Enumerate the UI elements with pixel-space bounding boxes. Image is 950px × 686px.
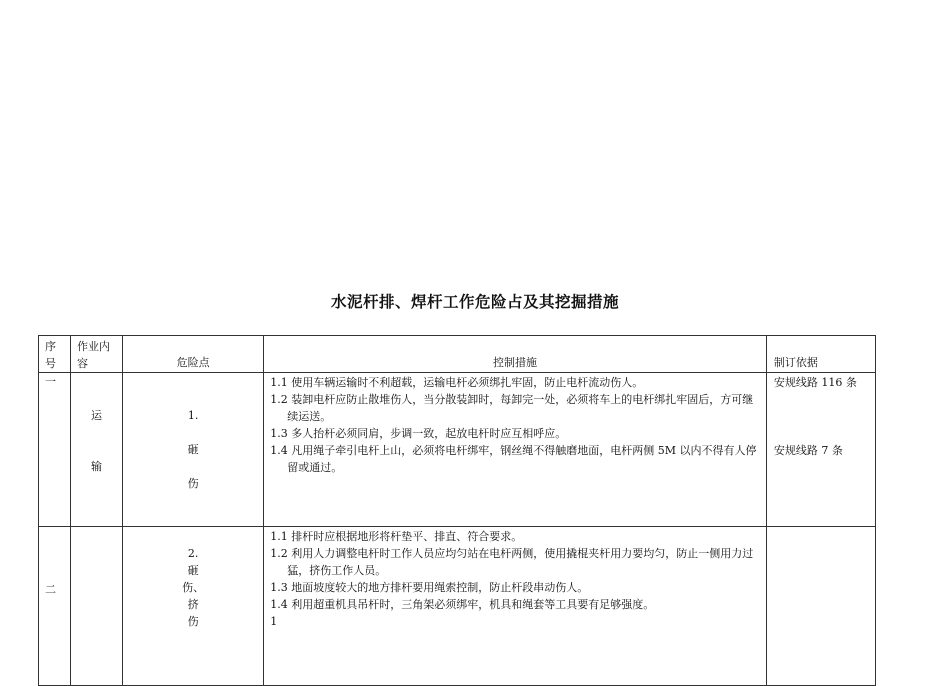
control-item: 1.3 地面坡度较大的地方排杆要用绳索控制，防止杆段串动伤人。 — [270, 581, 589, 594]
basis-text: 安规线路 7 条 — [773, 444, 843, 457]
risk-text-line: 伤、 — [182, 581, 205, 594]
risk-text-line: 砸 — [187, 564, 199, 577]
seq-cell — [39, 527, 71, 686]
control-cell — [264, 527, 767, 686]
table-row — [39, 527, 876, 686]
control-item: 1.4 凡用绳子牵引电杆上山，必须将电杆绑牢，钢丝绳不得触磨地面，电杆两侧 5M 以内不得有人停留或通过。 — [270, 444, 757, 474]
risk-cell — [123, 527, 264, 686]
header-job — [71, 336, 123, 373]
hazard-control-table — [38, 335, 876, 686]
risk-text-line: 1. — [187, 409, 199, 422]
basis-text: 安规线路 116 条 — [773, 376, 857, 389]
table-header-row — [39, 336, 876, 373]
job-cell — [71, 373, 123, 527]
control-item: 1.1 排杆时应根据地形将杆垫平、排直、符合要求。 — [270, 530, 523, 543]
seq-number: 一 — [45, 375, 56, 388]
header-basis-label: 制订依据 — [773, 356, 818, 369]
table-row — [39, 373, 876, 527]
risk-text-line: 砸 — [187, 443, 199, 456]
risk-text-line: 2. — [187, 547, 199, 560]
job-text-line: 输 — [91, 460, 103, 473]
control-item: 1.3 多人抬杆必须同肩，步调一致，起放电杆时应互相呼应。 — [270, 427, 567, 440]
seq-number: 二 — [45, 583, 56, 596]
control-item: 1.4 利用超重机具吊杆时，三角架必须绑牢，机具和绳套等工具要有足够强度。 — [270, 598, 655, 611]
basis-cell — [766, 527, 875, 686]
basis-cell — [766, 373, 875, 527]
header-seq-line1: 序 — [45, 340, 56, 353]
header-risk-label: 危险点 — [176, 356, 210, 369]
control-item: 1.2 利用人力调整电杆时工作人员应均匀站在电杆两侧，使用撬棍夹杆用力要均匀，防止一侧用力过猛，挤伤工作人员。 — [270, 547, 754, 577]
job-text-line: 运 — [91, 409, 103, 422]
header-job-line1: 作业内 — [77, 340, 111, 353]
header-risk — [123, 336, 264, 373]
header-seq-line2: 号 — [45, 357, 56, 370]
control-item: 1.1 使用车辆运输时不利超载，运输电杆必须绑扎牢固，防止电杆流动伤人。 — [270, 376, 644, 389]
header-job-line2: 容 — [77, 357, 89, 370]
risk-text-line: 伤 — [187, 615, 199, 628]
control-item: 1 — [270, 615, 278, 628]
header-basis — [766, 336, 875, 373]
risk-cell — [123, 373, 264, 527]
seq-cell — [39, 373, 71, 527]
header-seq — [39, 336, 71, 373]
document-title: 水泥杆排、焊杆工作危险占及其挖掘措施 — [330, 293, 619, 311]
control-item: 1.2 装卸电杆应防止散堆伤人，当分散装卸时，每卸完一处，必须将车上的电杆绑扎牢固后，方可继续运送。 — [270, 393, 754, 423]
risk-text-line: 伤 — [187, 477, 199, 490]
header-control-label: 控制措施 — [493, 356, 538, 369]
job-cell — [71, 527, 123, 686]
header-control — [264, 336, 767, 373]
risk-text-line: 挤 — [187, 598, 199, 611]
control-cell — [264, 373, 767, 527]
